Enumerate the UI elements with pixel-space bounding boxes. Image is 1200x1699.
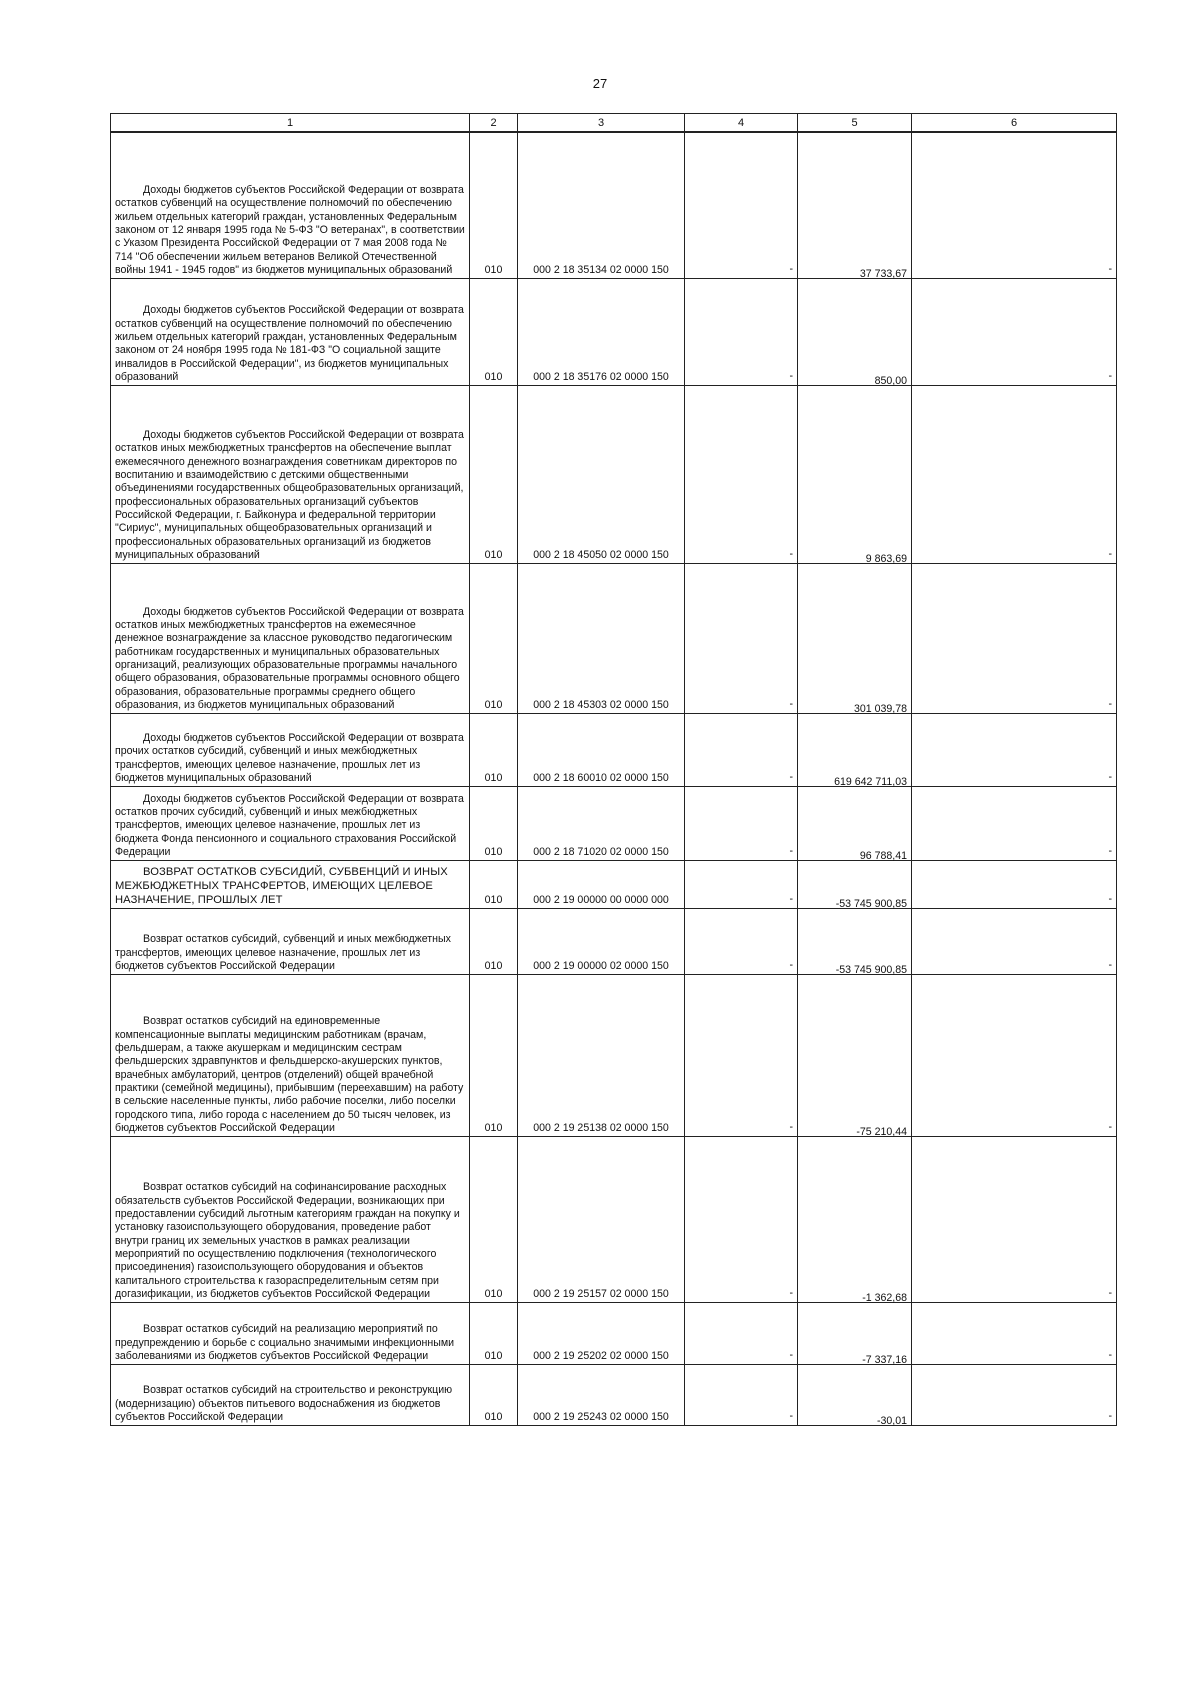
- row-value-col4: -: [685, 786, 798, 860]
- row-budget-code: 000 2 18 35176 02 0000 150: [518, 278, 685, 385]
- row-name: Доходы бюджетов субъектов Российской Федерации от возврата остатков прочих субсидий, субвенций и иных межбюджетных трансфертов, имеющих целевое назначение, прошлых лет из бюджета Фонда пенсионного и социального страхования Российской Федерации: [115, 792, 464, 859]
- table-row: [111, 563, 1117, 713]
- row-line-code: 010: [470, 713, 518, 786]
- row-value-col5: 850,00: [798, 282, 912, 389]
- row-value-col4: -: [685, 908, 798, 974]
- row-value-col6: -: [912, 860, 1117, 908]
- revenue-table: [110, 113, 1117, 1426]
- row-value-col6: -: [912, 713, 1117, 786]
- table-row: [111, 1364, 1117, 1425]
- row-name: Доходы бюджетов субъектов Российской Федерации от возврата прочих остатков субсидий, субвенций и иных межбюджетных трансфертов, имеющих целевое назначение, прошлых лет из бюджетов муниципальных образований: [115, 732, 464, 785]
- row-budget-code: 000 2 19 25138 02 0000 150: [518, 974, 685, 1136]
- row-value-col5: 9 863,69: [798, 389, 912, 567]
- row-budget-code: 000 2 18 45050 02 0000 150: [518, 385, 685, 563]
- row-value-col4: -: [685, 713, 798, 786]
- row-value-col5: -7 337,16: [798, 1306, 912, 1368]
- row-value-col5: 619 642 711,03: [798, 717, 912, 790]
- table-row: [111, 278, 1117, 385]
- table-row: [111, 132, 1117, 278]
- row-value-col6: -: [912, 132, 1117, 278]
- row-value-col6: -: [912, 1302, 1117, 1364]
- row-name: Возврат остатков субсидий на строительство и реконструкцию (модернизацию) объектов питьевого водоснабжения из бюджетов субъектов Российской Федерации: [115, 1384, 453, 1424]
- row-name-cell: [111, 1364, 470, 1425]
- row-line-code: 010: [470, 1136, 518, 1302]
- row-value-col4: -: [685, 385, 798, 563]
- row-budget-code: 000 2 18 35134 02 0000 150: [518, 132, 685, 278]
- row-line-code: 010: [470, 786, 518, 860]
- row-name-cell: [111, 278, 470, 385]
- row-name: Доходы бюджетов субъектов Российской Федерации от возврата остатков иных межбюджетных трансфертов на ежемесячное денежное вознаграждение за классное руководство педагогическим работникам государственных и муниципальных образовательных организаций, реализующих образовательные программы начального общего образования, образовательные программы основного общего образования, образовательные программы среднего общего образования, из бюджетов муниципальных образований: [115, 605, 464, 712]
- row-value-col4: -: [685, 1302, 798, 1364]
- row-budget-code: 000 2 19 25243 02 0000 150: [518, 1364, 685, 1425]
- row-name: Возврат остатков субсидий на софинансирование расходных обязательств субъектов Российской Федерации, возникающих при предоставлении субсидий льготным категориям граждан на покупку и установку газоиспользующего оборудования, проведение работ внутри границ их земельных участков в рамках реализации мероприятий по осуществлению подключения (технологического присоединения) газоиспользующего оборудования и объектов капитального строительства к газораспределительным сетям при догазификации, из бюджетов субъектов Российской Федерации: [115, 1181, 460, 1301]
- row-line-code: 010: [470, 278, 518, 385]
- row-name-cell: [111, 786, 470, 860]
- table-row: [111, 385, 1117, 563]
- column-number-row: [111, 114, 1117, 133]
- column-header-2: 2: [470, 114, 518, 133]
- column-header-1: 1: [111, 114, 470, 133]
- table-row: [111, 1302, 1117, 1364]
- row-value-col6: -: [912, 974, 1117, 1136]
- row-line-code: 010: [470, 974, 518, 1136]
- row-value-col6: -: [912, 1136, 1117, 1302]
- row-budget-code: 000 2 19 00000 00 0000 000: [518, 860, 685, 908]
- table-row: [111, 974, 1117, 1136]
- row-name: Возврат остатков субсидий, субвенций и иных межбюджетных трансфертов, имеющих целевое назначение, прошлых лет из бюджетов субъектов Российской Федерации: [115, 933, 451, 973]
- row-name-cell: [111, 1136, 470, 1302]
- row-value-col5: -53 745 900,85: [798, 864, 912, 912]
- column-header-6: 6: [912, 114, 1117, 133]
- row-name: Доходы бюджетов субъектов Российской Федерации от возврата остатков субвенций на осуществление полномочий по обеспечению жильем отдельных категорий граждан, установленных Федеральным законом от 24 ноября 1995 года № 181-ФЗ "О социальной защите инвалидов в Российской Федерации", из бюджетов муниципальных образований: [115, 304, 464, 384]
- row-value-col6: -: [912, 563, 1117, 713]
- row-line-code: 010: [470, 1364, 518, 1425]
- row-value-col4: -: [685, 974, 798, 1136]
- row-name-cell: [111, 860, 470, 908]
- row-line-code: 010: [470, 132, 518, 278]
- row-value-col5: -1 362,68: [798, 1140, 912, 1306]
- table-row: [111, 713, 1117, 786]
- row-name: Доходы бюджетов субъектов Российской Федерации от возврата остатков субвенций на осуществление полномочий по обеспечению жильем отдельных категорий граждан, установленных Федеральным законом от 12 января 1995 года № 5-ФЗ "О ветеранах", в соответствии с Указом Президента Российской Федерации от 7 мая 2008 года № 714 "Об обеспечении жильем ветеранов Великой Отечественной войны 1941 - 1945 годов" из бюджетов муниципальных образований: [115, 184, 465, 277]
- row-value-col4: -: [685, 132, 798, 278]
- row-name: Доходы бюджетов субъектов Российской Федерации от возврата остатков иных межбюджетных трансфертов на обеспечение выплат ежемесячного денежного вознаграждения советникам директоров по воспитанию и взаимодействию с детскими общественными объединениями государственных общеобразовательных организаций, профессиональных образовательных организаций субъектов Российской Федерации, г. Байконура и федеральной территории "Сириус", муниципальных общеобразовательных организаций и профессиональных образовательных организаций из бюджетов муниципальных образований: [115, 429, 464, 562]
- row-value-col6: -: [912, 278, 1117, 385]
- row-budget-code: 000 2 18 60010 02 0000 150: [518, 713, 685, 786]
- row-value-col5: -53 745 900,85: [798, 912, 912, 978]
- row-name: ВОЗВРАТ ОСТАТКОВ СУБСИДИЙ, СУБВЕНЦИЙ И ИНЫХ МЕЖБЮДЖЕТНЫХ ТРАНСФЕРТОВ, ИМЕЮЩИХ ЦЕЛЕВОЕ НАЗНАЧЕНИЕ, ПРОШЛЫХ ЛЕТ: [115, 866, 448, 907]
- row-value-col4: -: [685, 1136, 798, 1302]
- row-name-cell: [111, 385, 470, 563]
- column-header-5: 5: [798, 114, 912, 133]
- row-name-cell: [111, 1302, 470, 1364]
- row-value-col4: -: [685, 860, 798, 908]
- row-value-col5: 96 788,41: [798, 790, 912, 864]
- row-value-col5: -75 210,44: [798, 978, 912, 1140]
- row-value-col4: -: [685, 563, 798, 713]
- row-value-col5: 37 733,67: [798, 136, 912, 282]
- column-header-3: 3: [518, 114, 685, 133]
- row-name-cell: [111, 563, 470, 713]
- row-budget-code: 000 2 18 71020 02 0000 150: [518, 786, 685, 860]
- row-budget-code: 000 2 19 25202 02 0000 150: [518, 1302, 685, 1364]
- row-name-cell: [111, 974, 470, 1136]
- row-value-col5: 301 039,78: [798, 567, 912, 717]
- row-budget-code: 000 2 19 25157 02 0000 150: [518, 1136, 685, 1302]
- row-budget-code: 000 2 19 00000 02 0000 150: [518, 908, 685, 974]
- row-line-code: 010: [470, 385, 518, 563]
- table-row: [111, 908, 1117, 974]
- row-value-col5: -30,01: [798, 1368, 912, 1429]
- table-row: [111, 860, 1117, 908]
- row-value-col6: -: [912, 385, 1117, 563]
- row-value-col6: -: [912, 786, 1117, 860]
- row-name: Возврат остатков субсидий на единовременные компенсационные выплаты медицинским работникам (врачам, фельдшерам, а также акушеркам и медицинским сестрам фельдшерских здравпунктов и фельдшерско-акушерских пунктов, врачебных амбулаторий, центров (отделений) общей врачебной практики (семейной медицины), прибывшим (переехавшим) на работу в сельские населенные пункты, либо рабочие поселки, либо поселки городского типа, либо города с населением до 50 тысяч человек, из бюджетов субъектов Российской Федерации: [115, 1015, 464, 1135]
- page-number: 27: [592, 76, 608, 91]
- table-row: [111, 786, 1117, 860]
- row-line-code: 010: [470, 563, 518, 713]
- row-name-cell: [111, 132, 470, 278]
- row-line-code: 010: [470, 860, 518, 908]
- row-value-col4: -: [685, 278, 798, 385]
- row-name-cell: [111, 908, 470, 974]
- row-value-col6: -: [912, 1364, 1117, 1425]
- column-header-4: 4: [685, 114, 798, 133]
- row-budget-code: 000 2 18 45303 02 0000 150: [518, 563, 685, 713]
- row-line-code: 010: [470, 1302, 518, 1364]
- row-name: Возврат остатков субсидий на реализацию мероприятий по предупреждению и борьбе с социально значимыми инфекционными заболеваниями из бюджетов субъектов Российской Федерации: [115, 1323, 455, 1363]
- table-row: [111, 1136, 1117, 1302]
- row-value-col4: -: [685, 1364, 798, 1425]
- row-line-code: 010: [470, 908, 518, 974]
- row-value-col6: -: [912, 908, 1117, 974]
- row-name-cell: [111, 713, 470, 786]
